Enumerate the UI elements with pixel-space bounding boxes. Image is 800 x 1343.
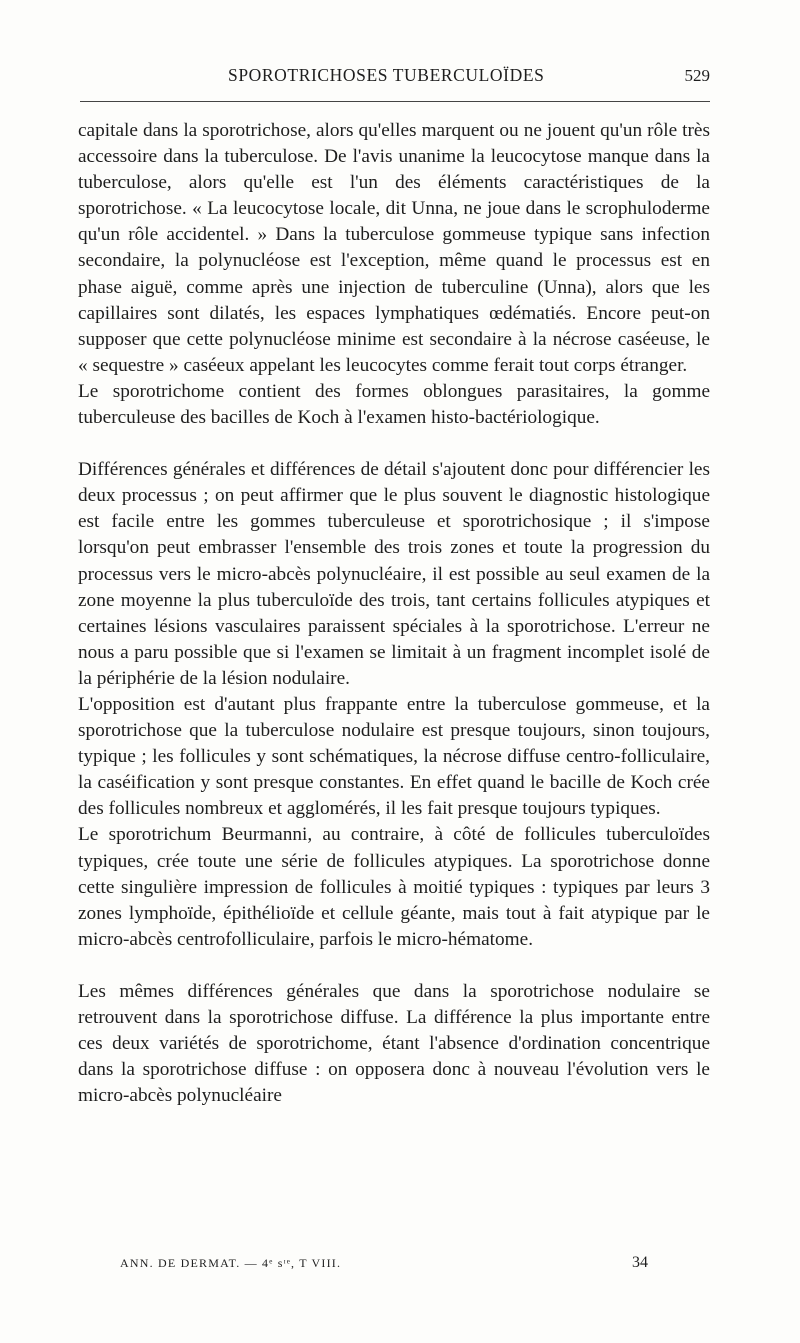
page-number: 529 [684, 66, 710, 85]
paragraph-6: Les mêmes différences générales que dans la sporotrichose nodulaire se retrouvent dans la sporotrichose diffuse. La différence la plus importante entre ces deux variétés de sporotrichome, étant l'absence d'ordination concentrique dans la sporotrichose diffuse : on opposera donc à nouveau l'évolution vers le micro-abcès polynucléaire [78, 980, 710, 1107]
running-title: SPOROTRICHOSES TUBERCULOÏDES [228, 65, 545, 85]
paragraph-1: capitale dans la sporotrichose, alors qu'elles marquent ou ne jouent qu'un rôle très accessoire dans la tuberculose. De l'avis unanime la leucocytose manque dans la tuberculose, alors qu'elle est l'un des éléments caractéristiques de la sporotrichose. « La leucocytose locale, dit Unna, ne joue dans le scrophuloderme qu'un rôle accidentel. » Dans la tuberculose gommeuse typique sans infection secondaire, la polynucléose est l'exception, même quand le processus est en phase aiguë, comme après une injection de tuberculine (Unna), alors que les capillaires sont dilatés, les espaces lymphatiques œdématiés. Encore peut-on supposer que cette polynucléose minime est secondaire à la nécrose caséeuse, le « sequestre » caséeux appelant les leucocytes comme ferait tout corps étranger. [78, 120, 710, 376]
page-content [78, 58, 710, 1107]
paragraph-4: L'opposition est d'autant plus frappante entre la tuberculose gommeuse, et la sporotrichose que la tuberculose nodulaire est presque toujours, sinon toujours, typique ; les follicules y sont schématiques, la nécrose diffuse centro-folliculaire, la caséification y sont presque constantes. En effet quand le bacille de Koch crée des follicules nombreux et agglomérés, il les fait presque toujours typiques. [78, 693, 710, 820]
signature-mark: 34 [632, 1254, 648, 1271]
journal-reference: ANN. DE DERMAT. — 4ᵉ sᶦᵉ, T VIII. [120, 1256, 342, 1270]
section-gap [78, 431, 710, 457]
paragraph-5: Le sporotrichum Beurmanni, au contraire, à côté de follicules tuberculoïdes typiques, crée toute une série de follicules atypiques. La sporotrichose donne cette singulière impression de follicules à moitié typiques : typiques par leurs 3 zones lymphoïde, épithélioïde et cellule géante, mais tout à fait atypique par le micro-abcès centrofolliculaire, parfois le micro-hématome. [78, 824, 710, 950]
section-gap [78, 953, 710, 979]
running-header [78, 58, 710, 88]
body-text [78, 118, 710, 1109]
header-rule [80, 101, 710, 102]
paragraph-2: Le sporotrichome contient des formes oblongues parasitaires, la gomme tuberculeuse des bacilles de Koch à l'examen histo-bactériologique. [78, 380, 710, 429]
page-footer [78, 1256, 710, 1276]
paragraph-3: Différences générales et différences de détail s'ajoutent donc pour différencier les deux processus ; on peut affirmer que le plus souvent le diagnostic histologique est facile entre les gommes tuberculeuse et sporotrichosique ; il s'impose lorsqu'on peut embrasser l'ensemble des trois zones et toute la progression du processus vers le micro-abcès polynucléaire, il est possible au seul examen de la zone moyenne la plus tuberculoïde des trois, tant certains follicules atypiques et certaines lésions vasculaires paraissent spéciales à la sporotrichose. L'erreur ne nous a paru possible que si l'examen se limitait à un fragment incomplet isolé de la périphérie de la lésion nodulaire. [78, 459, 710, 689]
